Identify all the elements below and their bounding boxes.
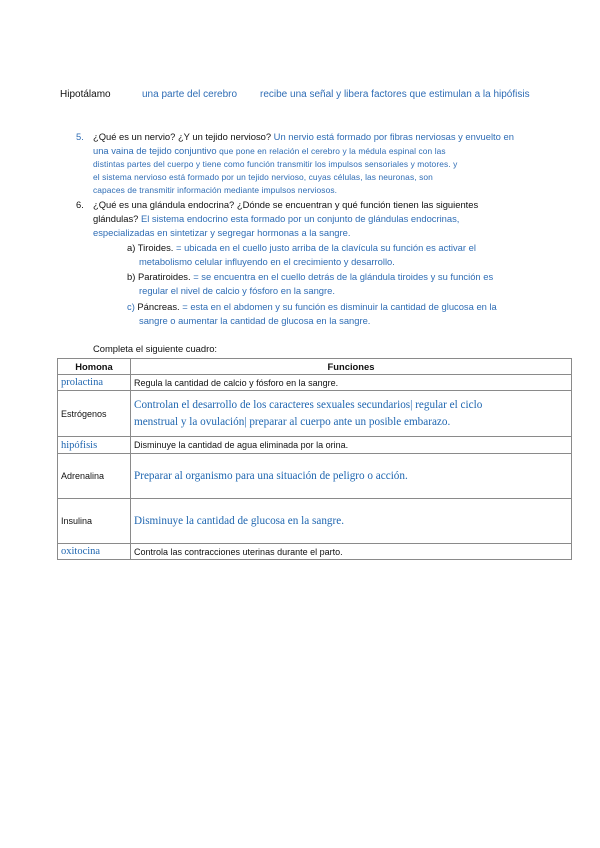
hipotalamo-part: una parte del cerebro bbox=[142, 89, 238, 100]
hormone-cell: hipófisis bbox=[58, 437, 131, 454]
table-row bbox=[58, 499, 572, 544]
item-pancreas-line1: = esta en el abdomen y su función es disminuir la cantidad de glucosa en la bbox=[182, 301, 497, 312]
item-tiroides-marker: a) bbox=[127, 242, 136, 253]
q5-answer-line2 bbox=[93, 144, 446, 159]
function-cell: Regula la cantidad de calcio y fósforo en la sangre. bbox=[131, 375, 572, 391]
q6-answer-line1: El sistema endocrino esta formado por un conjunto de glándulas endocrinas, bbox=[140, 213, 460, 224]
item-paratiroides-name: Paratiroides. bbox=[137, 271, 191, 282]
q5-answer-line2a: una vaina de tejido conjuntivo bbox=[93, 145, 217, 156]
item-tiroides-line2: metabolismo celular influyendo en el crecimiento y desarrollo. bbox=[139, 256, 395, 267]
item-pancreas-marker: c) bbox=[127, 301, 135, 312]
q5-answer-line2b: que pone en relación el cerebro y la médula espinal con las bbox=[219, 146, 446, 156]
table-row bbox=[58, 375, 572, 391]
q5-answer-line1: Un nervio está formado por fibras nerviosas y envuelto en bbox=[273, 131, 514, 142]
q6-question-line1: ¿Qué es una glándula endocrina? ¿Dónde se encuentran y qué función tienen las siguientes bbox=[93, 199, 479, 210]
hormone-cell: Estrógenos bbox=[58, 391, 131, 437]
q6-number: 6. bbox=[76, 199, 84, 210]
q5-answer-line5: capaces de transmitir información mediante impulsos nerviosos. bbox=[93, 185, 338, 195]
item-paratiroides bbox=[127, 270, 493, 284]
item-pancreas-name: Páncreas. bbox=[137, 301, 180, 312]
function-line: menstrual y la ovulación| preparar al cuerpo ante un posible embarazo. bbox=[134, 415, 451, 428]
q6-answer-line2: especializadas en sintetizar y segregar hormonas a la sangre. bbox=[93, 227, 351, 238]
function-cell: Disminuye la cantidad de agua eliminada por la orina. bbox=[131, 437, 572, 454]
header-hormona: Homona bbox=[58, 359, 131, 375]
item-pancreas bbox=[127, 300, 497, 314]
function-cell bbox=[131, 391, 572, 437]
item-paratiroides-line1: = se encuentra en el cuello detrás de la glándula tiroides y su función es bbox=[193, 271, 494, 282]
item-tiroides bbox=[127, 241, 476, 255]
q5-answer-line3: distintas partes del cuerpo y tiene como función transmitir los impulsos sensoriales y motores. y bbox=[93, 159, 458, 169]
table-intro: Completa el siguiente cuadro: bbox=[93, 343, 218, 354]
q6-question-line2 bbox=[93, 212, 459, 226]
item-paratiroides-line2: regular el nivel de calcio y fósforo en la sangre. bbox=[139, 285, 335, 296]
item-pancreas-line2: sangre o aumentar la cantidad de glucosa en la sangre. bbox=[139, 315, 371, 326]
hormone-cell: Adrenalina bbox=[58, 454, 131, 499]
q5-question-text: ¿Qué es un nervio? ¿Y un tejido nervioso? bbox=[93, 131, 272, 142]
hipotalamo-function: recibe una señal y libera factores que estimulan a la hipófisis bbox=[260, 89, 530, 100]
function-cell: Controla las contracciones uterinas durante el parto. bbox=[131, 544, 572, 560]
q5-answer-line4: el sistema nervioso está formado por un tejido nervioso, cuyas células, las neuronas, son bbox=[93, 172, 433, 182]
hormone-cell: prolactina bbox=[58, 375, 131, 391]
q5-number: 5. bbox=[76, 131, 84, 142]
function-line: Controlan el desarrollo de los caracteres sexuales secundarios| regular el ciclo bbox=[134, 398, 483, 411]
function-cell: Preparar al organismo para una situación de peligro o acción. bbox=[131, 454, 572, 499]
item-paratiroides-marker: b) bbox=[127, 271, 136, 282]
hormone-table bbox=[57, 358, 572, 560]
table-row bbox=[58, 391, 572, 437]
hormone-cell: Insulina bbox=[58, 499, 131, 544]
item-tiroides-line1: = ubicada en el cuello justo arriba de la clavícula su función es activar el bbox=[176, 242, 476, 253]
table-row bbox=[58, 454, 572, 499]
header-funciones: Funciones bbox=[131, 359, 572, 375]
hormone-cell: oxitocina bbox=[58, 544, 131, 560]
item-tiroides-name: Tiroides. bbox=[137, 242, 174, 253]
q5-question bbox=[93, 130, 514, 144]
table-row bbox=[58, 544, 572, 560]
q6-question-line2-text: glándulas? bbox=[93, 213, 139, 224]
table-row bbox=[58, 437, 572, 454]
table-header-row bbox=[58, 359, 572, 375]
hipotalamo-label: Hipotálamo bbox=[60, 89, 111, 100]
function-cell: Disminuye la cantidad de glucosa en la sangre. bbox=[131, 499, 572, 544]
